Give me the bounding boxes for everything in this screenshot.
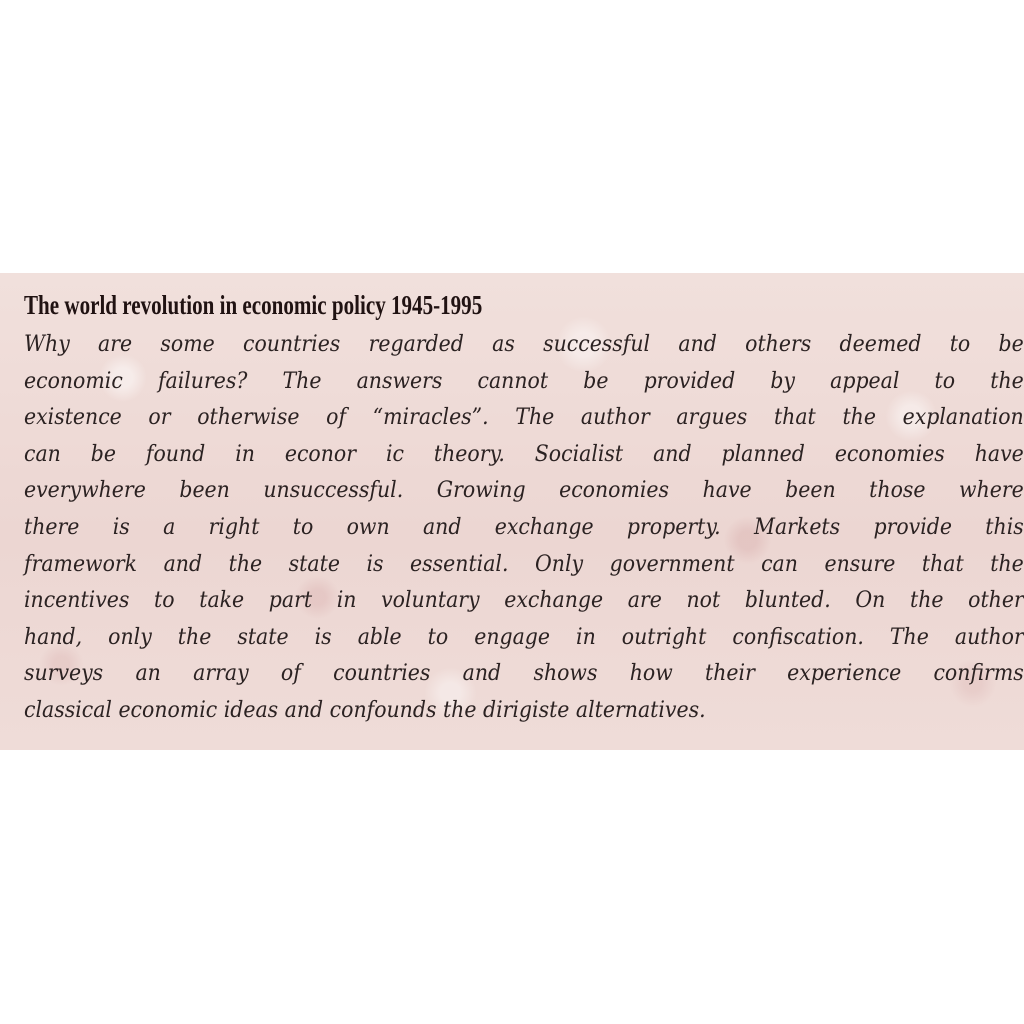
- blurb-line: economic failures? The answers cannot be provided by appeal to the: [24, 368, 1024, 394]
- book-title: The world revolution in economic policy 1945-1995: [24, 290, 483, 320]
- blurb-line: there is a right to own and exchange property. Markets provide this: [24, 514, 1024, 540]
- blurb-line: surveys an array of countries and shows how their experience confirms: [24, 661, 1024, 687]
- blurb-line: everywhere been unsuccessful. Growing economies have been those where: [24, 478, 1024, 504]
- blurb-line: classical economic ideas and confounds the dirigiste alternatives.: [24, 697, 706, 723]
- blurb-text: [24, 327, 1024, 730]
- blurb-line: hand, only the state is able to engage in outright confiscation. The author: [24, 624, 1024, 650]
- blurb-line: incentives to take part in voluntary exchange are not blunted. On the other: [24, 588, 1024, 614]
- blurb-line: Why are some countries regarded as successful and others deemed to be: [24, 332, 1024, 357]
- blurb-line: framework and the state is essential. Only government can ensure that the: [24, 551, 1024, 577]
- blurb-line: existence or otherwise of “miracles”. The author argues that the explanation: [24, 405, 1024, 431]
- blurb-panel: [0, 273, 1024, 750]
- blurb-line: can be found in econor ic theory. Socialist and planned economies have: [24, 441, 1024, 467]
